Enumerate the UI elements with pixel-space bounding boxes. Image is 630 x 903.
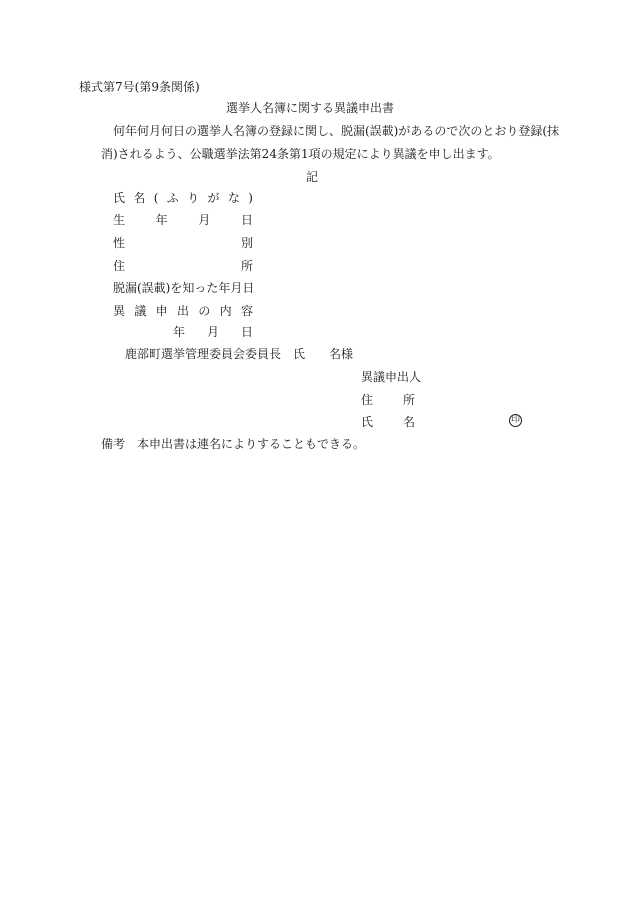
document-title: 選挙人名簿に関する異議申出書 bbox=[226, 101, 395, 115]
field-sex-char: 別 bbox=[240, 236, 253, 250]
field-name-char: り bbox=[187, 191, 200, 205]
date-year-label: 年 bbox=[173, 325, 186, 339]
field-content-char: 申 bbox=[155, 304, 168, 318]
field-address-char: 所 bbox=[240, 259, 253, 273]
applicant-address-char: 住 bbox=[361, 393, 374, 407]
field-address-label bbox=[113, 260, 253, 272]
field-name-char: ( bbox=[153, 191, 159, 205]
date-day-label: 日 bbox=[240, 325, 253, 339]
applicant-name-char: 氏 bbox=[361, 415, 374, 429]
field-birthdate-char: 日 bbox=[240, 213, 253, 227]
field-content-char: 出 bbox=[176, 304, 189, 318]
field-content-char: 内 bbox=[219, 304, 232, 318]
form-number: 様式第7号(第9条関係) bbox=[79, 80, 200, 94]
field-birthdate-char: 月 bbox=[198, 213, 211, 227]
field-birthdate-char: 生 bbox=[113, 213, 126, 227]
field-objection-content-label bbox=[113, 305, 253, 317]
ki-heading: 記 bbox=[306, 170, 319, 184]
field-address-char: 住 bbox=[113, 259, 126, 273]
field-content-char: 議 bbox=[134, 304, 147, 318]
field-sex-char: 性 bbox=[113, 236, 126, 250]
field-name-char: 名 bbox=[133, 191, 146, 205]
field-name-char: な bbox=[227, 191, 240, 205]
body-text-line-2: 消)されるよう、公職選挙法第24条第1項の規定により異議を申し出ます。 bbox=[101, 147, 500, 161]
field-content-char: 容 bbox=[240, 304, 253, 318]
applicant-heading: 異議申出人 bbox=[361, 370, 422, 384]
field-knew-date-label: 脱漏(誤載)を知った年月日 bbox=[113, 281, 255, 295]
field-name-char: が bbox=[207, 191, 220, 205]
submission-date-line bbox=[173, 326, 253, 338]
field-birthdate-char: 年 bbox=[155, 213, 168, 227]
field-birthdate-label bbox=[113, 214, 253, 226]
applicant-name-label bbox=[361, 416, 415, 428]
body-text-line-1: 何年何月何日の選挙人名簿の登録に関し、脱漏(誤載)があるので次のとおり登録(抹 bbox=[113, 124, 560, 138]
field-content-char: の bbox=[198, 304, 211, 318]
field-name-label bbox=[113, 192, 253, 204]
addressee: 鹿部町選挙管理委員会委員長 氏 名様 bbox=[125, 347, 354, 361]
applicant-name-char: 名 bbox=[402, 415, 415, 429]
field-name-char: ) bbox=[248, 191, 253, 205]
field-sex-label bbox=[113, 237, 253, 249]
applicant-address-label bbox=[361, 394, 415, 406]
date-month-label: 月 bbox=[206, 325, 219, 339]
applicant-address-char: 所 bbox=[402, 393, 415, 407]
field-name-char: 氏 bbox=[113, 191, 126, 205]
seal-icon: 印 bbox=[510, 415, 520, 425]
remarks-note: 備考 本申出書は連名によりすることもできる。 bbox=[101, 437, 366, 451]
field-name-char: ふ bbox=[166, 191, 179, 205]
field-content-char: 異 bbox=[113, 304, 126, 318]
